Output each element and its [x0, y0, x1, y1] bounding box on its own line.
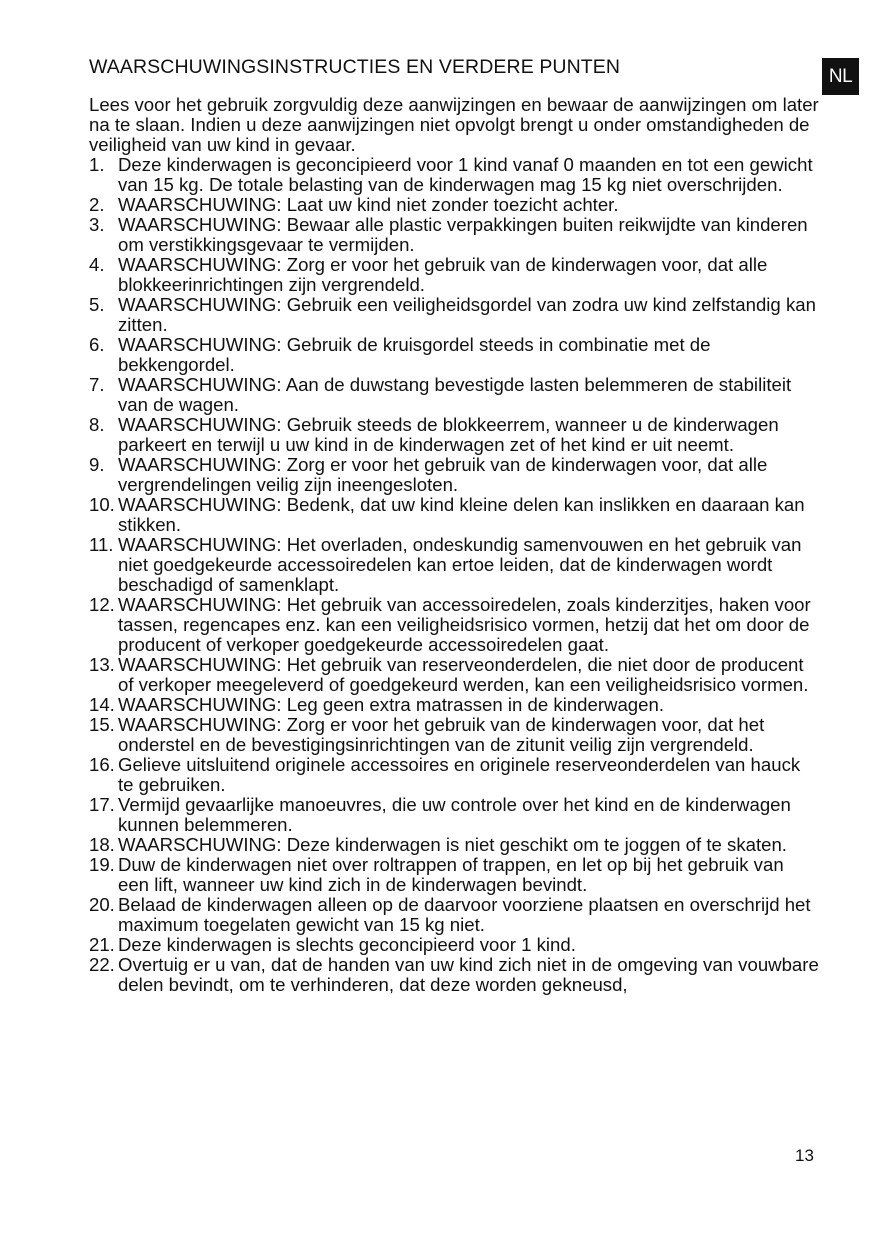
list-item [89, 155, 819, 195]
item-number: 10. [89, 494, 115, 515]
page-number: 13 [795, 1146, 814, 1165]
list-item [89, 895, 819, 935]
list-item [89, 295, 819, 335]
list-item [89, 495, 819, 535]
item-number: 16. [89, 754, 115, 775]
list-item [89, 715, 819, 755]
item-number: 4. [89, 254, 105, 275]
list-item [89, 935, 819, 955]
item-text: WAARSCHUWING: Bedenk, dat uw kind kleine delen kan inslikken en daaraan kan stikken. [118, 494, 805, 535]
item-number: 11. [89, 534, 114, 555]
item-text: WAARSCHUWING: Zorg er voor het gebruik van de kinderwagen voor, dat het onderstel en de bevestigingsinrichtingen van de zitunit veilig zijn vergrendeld. [118, 714, 765, 755]
item-number: 6. [89, 334, 105, 355]
item-number: 19. [89, 854, 115, 875]
item-number: 1. [89, 154, 105, 175]
item-number: 2. [89, 194, 105, 215]
list-item [89, 755, 819, 795]
item-text: WAARSCHUWING: Laat uw kind niet zonder toezicht achter. [118, 194, 619, 215]
item-text: WAARSCHUWING: Zorg er voor het gebruik van de kinderwagen voor, dat alle vergrendelingen veilig zijn ineengesloten. [118, 454, 768, 495]
list-item [89, 655, 819, 695]
item-number: 7. [89, 374, 105, 395]
item-number: 17. [89, 794, 115, 815]
list-item [89, 375, 819, 415]
item-number: 3. [89, 214, 105, 235]
item-text: Overtuig er u van, dat de handen van uw kind zich niet in de omgeving van vouwbare delen bevindt, om te verhinderen, dat deze worden gekneusd, [118, 954, 819, 995]
item-text: WAARSCHUWING: Leg geen extra matrassen in de kinderwagen. [118, 694, 664, 715]
list-item [89, 695, 819, 715]
item-text: WAARSCHUWING: Het overladen, ondeskundig samenvouwen en het gebruik van niet goedgekeurde accessoiredelen kan ertoe leiden, dat de kinderwagen wordt beschadigd of samenklapt. [118, 534, 802, 595]
list-item [89, 535, 819, 595]
item-text: Duw de kinderwagen niet over roltrappen of trappen, en let op bij het gebruik van een lift, wanneer uw kind zich in de kinderwagen bevindt. [118, 854, 784, 895]
item-text: WAARSCHUWING: Aan de duwstang bevestigde lasten belemmeren de stabiliteit van de wagen. [118, 374, 792, 415]
list-item [89, 335, 819, 375]
item-number: 15. [89, 714, 115, 735]
page-title: WAARSCHUWINGSINSTRUCTIES EN VERDERE PUNTEN [89, 56, 621, 78]
item-number: 22. [89, 954, 115, 975]
list-item [89, 415, 819, 455]
item-number: 12. [89, 594, 115, 615]
list-item [89, 835, 819, 855]
item-number: 9. [89, 454, 105, 475]
item-number: 18. [89, 834, 115, 855]
list-item [89, 795, 819, 835]
item-number: 13. [89, 654, 115, 675]
item-text: WAARSCHUWING: Gebruik een veiligheidsgordel van zodra uw kind zelfstandig kan zitten. [118, 294, 816, 335]
item-text: Vermijd gevaarlijke manoeuvres, die uw controle over het kind en de kinderwagen kunnen belemmeren. [118, 794, 791, 835]
item-text: Belaad de kinderwagen alleen op de daarvoor voorziene plaatsen en overschrijd het maximum toegelaten gewicht van 15 kg niet. [118, 894, 811, 935]
intro-paragraph: Lees voor het gebruik zorgvuldig deze aanwijzingen en bewaar de aanwijzingen om later na te slaan. Indien u deze aanwijzingen niet opvolgt brengt u onder omstandigheden de veiligheid van uw kind in gevaar. [89, 94, 819, 155]
item-number: 21. [89, 934, 115, 955]
list-item [89, 215, 819, 255]
item-text: WAARSCHUWING: Gebruik steeds de blokkeerrem, wanneer u de kinderwagen parkeert en terwijl u uw kind in de kinderwagen zet of het kind er uit neemt. [118, 414, 779, 455]
item-number: 5. [89, 294, 105, 315]
list-item [89, 955, 819, 995]
item-text: WAARSCHUWING: Bewaar alle plastic verpakkingen buiten reikwijdte van kinderen om verstikkingsgevaar te vermijden. [118, 214, 808, 255]
item-text: WAARSCHUWING: Het gebruik van accessoiredelen, zoals kinderzitjes, haken voor tassen, regencapes enz. kan een veiligheidsrisico vormen, hetzij dat het om door de producent of verkoper goedgekeurde accessoiredelen gaat. [118, 594, 811, 655]
list-item [89, 195, 819, 215]
list-item [89, 855, 819, 895]
language-badge: NL [822, 58, 859, 95]
item-text: Deze kinderwagen is slechts geconcipieerd voor 1 kind. [118, 934, 576, 955]
list-item [89, 255, 819, 295]
item-number: 8. [89, 414, 105, 435]
item-text: WAARSCHUWING: Het gebruik van reserveonderdelen, die niet door de producent of verkoper meegeleverd of goedgekeurd werden, kan een veiligheidsrisico vormen. [118, 654, 809, 695]
item-text: Gelieve uitsluitend originele accessoires en originele reserveonderdelen van hauck te gebruiken. [118, 754, 801, 795]
warnings-list [89, 155, 819, 995]
item-text: WAARSCHUWING: Gebruik de kruisgordel steeds in combinatie met de bekkengordel. [118, 334, 711, 375]
item-text: Deze kinderwagen is geconcipieerd voor 1 kind vanaf 0 maanden en tot een gewicht van 15 kg. De totale belasting van de kinderwagen mag 15 kg niet overschrijden. [118, 154, 813, 195]
item-number: 14. [89, 694, 115, 715]
list-item [89, 595, 819, 655]
item-text: WAARSCHUWING: Deze kinderwagen is niet geschikt om te joggen of te skaten. [118, 834, 787, 855]
document-body [89, 95, 819, 995]
item-text: WAARSCHUWING: Zorg er voor het gebruik van de kinderwagen voor, dat alle blokkeerinrichtingen zijn vergrendeld. [118, 254, 768, 295]
list-item [89, 455, 819, 495]
item-number: 20. [89, 894, 115, 915]
